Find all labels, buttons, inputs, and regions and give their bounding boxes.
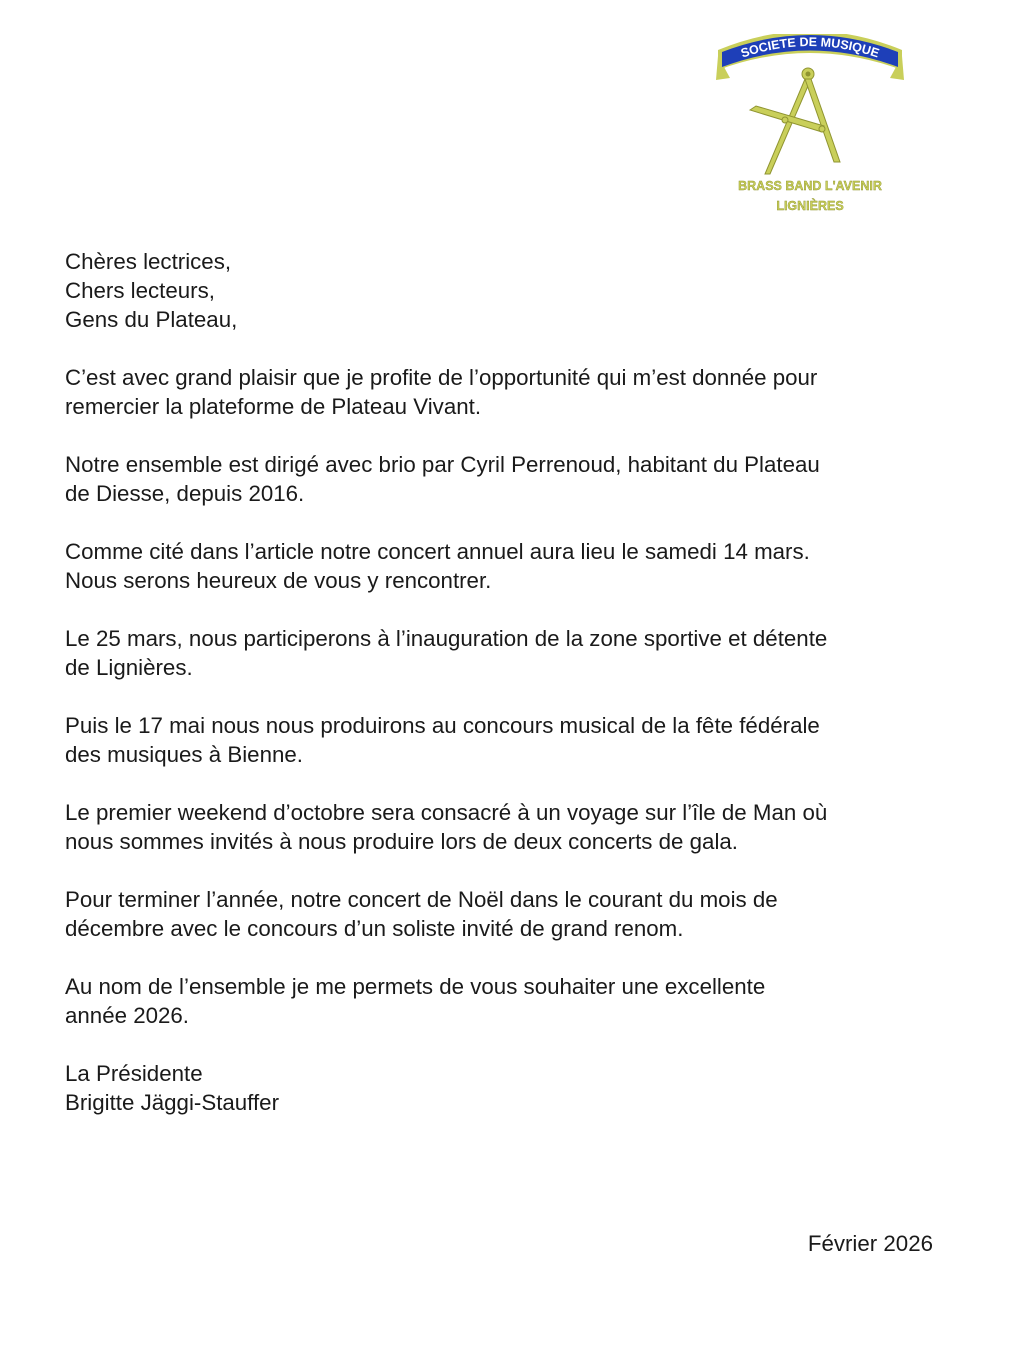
paragraph-line: des musiques à Bienne. — [65, 742, 303, 767]
paragraph-federal-festival — [65, 711, 955, 769]
paragraph-line: année 2026. — [65, 1003, 189, 1028]
society-logo — [712, 34, 908, 222]
signature-name: Brigitte Jäggi-Stauffer — [65, 1090, 279, 1115]
paragraph-thanks — [65, 363, 955, 421]
paragraph-line: remercier la plateforme de Plateau Vivant. — [65, 394, 482, 419]
paragraph-line: Notre ensemble est dirigé avec brio par Cyril Perrenoud, habitant du Plateau — [65, 452, 820, 477]
greeting-line: Chers lecteurs, — [65, 278, 215, 303]
signature-title: La Présidente — [65, 1061, 203, 1086]
paragraph-line: Comme cité dans l’article notre concert annuel aura lieu le samedi 14 mars. — [65, 539, 810, 564]
compass-icon — [750, 68, 840, 174]
greeting-line: Gens du Plateau, — [65, 307, 238, 332]
greeting-line: Chères lectrices, — [65, 249, 232, 274]
paragraph-line: nous sommes invités à nous produire lors de deux concerts de gala. — [65, 829, 738, 854]
paragraph-line: C’est avec grand plaisir que je profite de l’opportunité qui m’est donnée pour — [65, 365, 818, 390]
letter-date: Février 2026 — [807, 1231, 933, 1256]
paragraph-line: décembre avec le concours d’un soliste invité de grand renom. — [65, 916, 684, 941]
paragraph-line: Nous serons heureux de vous y rencontrer. — [65, 568, 492, 593]
greeting — [65, 247, 955, 334]
paragraph-line: Puis le 17 mai nous nous produirons au concours musical de la fête fédérale — [65, 713, 820, 738]
paragraph-inauguration — [65, 624, 955, 682]
paragraph-christmas-concert — [65, 885, 955, 943]
paragraph-line: Pour terminer l’année, notre concert de Noël dans le courant du mois de — [65, 887, 778, 912]
paragraph-director — [65, 450, 955, 508]
banner-text: SOCIETE DE MUSIQUE — [739, 34, 881, 61]
paragraph-line: de Lignières. — [65, 655, 193, 680]
paragraph-line: Au nom de l’ensemble je me permets de vous souhaiter une excellente — [65, 974, 766, 999]
paragraph-isle-of-man — [65, 798, 955, 856]
logo-name-line2: LIGNIÈRES — [776, 199, 844, 213]
paragraph-line: Le 25 mars, nous participerons à l’inauguration de la zone sportive et détente — [65, 626, 828, 651]
paragraph-line: de Diesse, depuis 2016. — [65, 481, 305, 506]
logo-graphic — [712, 34, 908, 222]
paragraph-annual-concert — [65, 537, 955, 595]
paragraph-line: Le premier weekend d’octobre sera consacré à un voyage sur l’île de Man où — [65, 800, 828, 825]
letter-body — [65, 247, 955, 1146]
signature — [65, 1059, 955, 1117]
paragraph-wishes — [65, 972, 955, 1030]
logo-name-line1: BRASS BAND L'AVENIR — [738, 179, 882, 193]
